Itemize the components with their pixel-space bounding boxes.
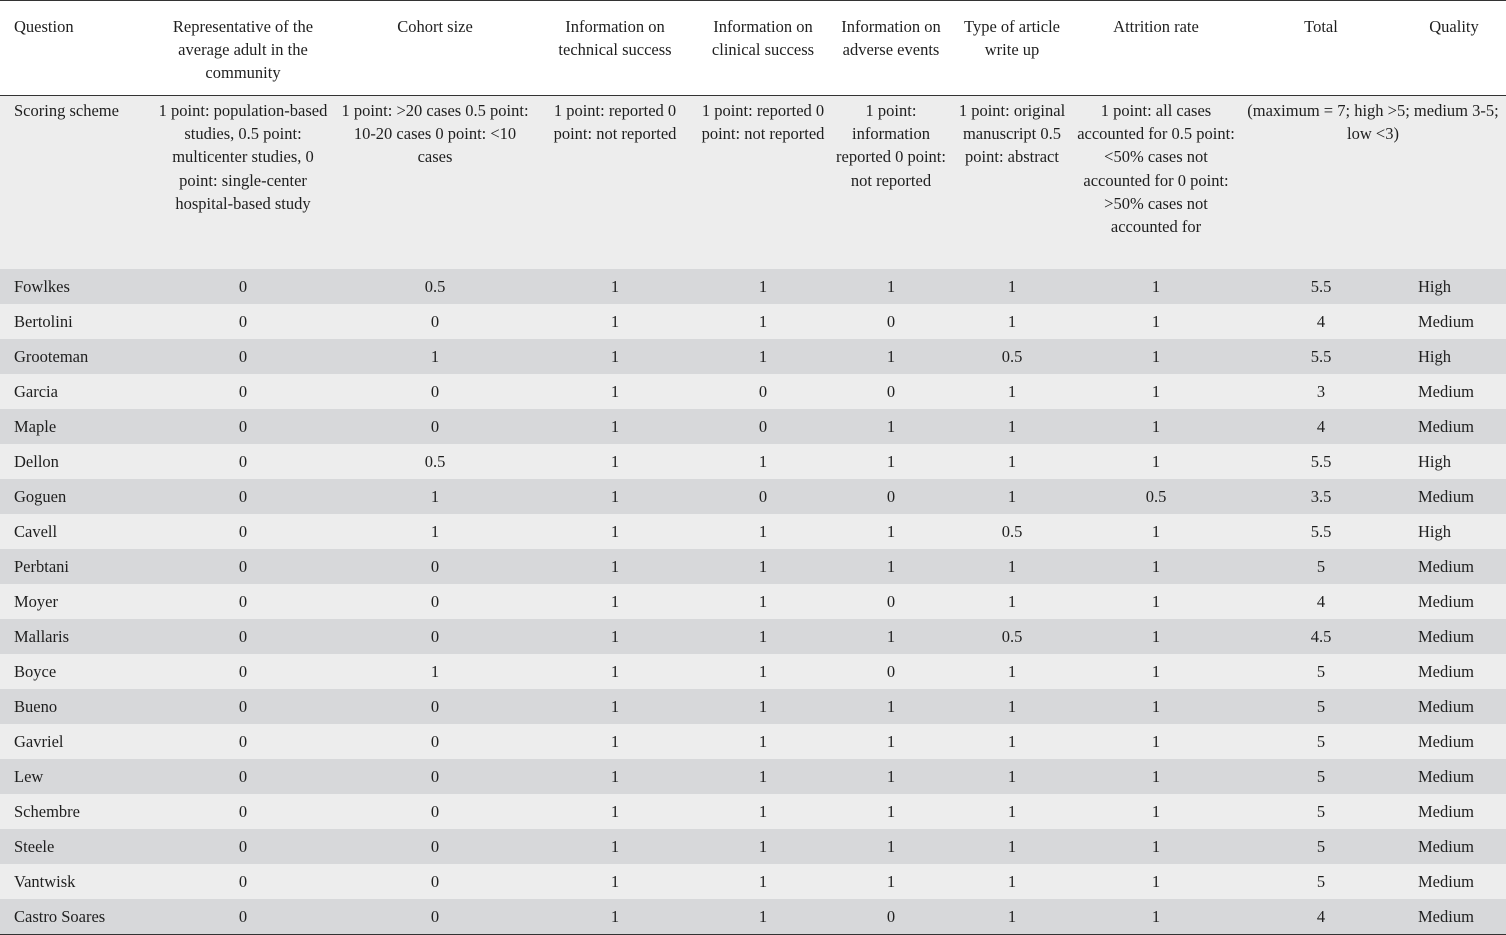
header-quality: Quality xyxy=(1402,1,1506,96)
cell-adverse-events: 1 xyxy=(830,514,952,549)
cell-cohort-size: 0 xyxy=(336,794,534,829)
cell-adverse-events: 0 xyxy=(830,374,952,409)
cell-adverse-events: 1 xyxy=(830,549,952,584)
cell-cohort-size: 1 xyxy=(336,339,534,374)
cell-article-type: 1 xyxy=(952,829,1072,864)
cell-article-type: 0.5 xyxy=(952,619,1072,654)
cell-article-type: 0.5 xyxy=(952,339,1072,374)
cell-representative: 0 xyxy=(150,339,336,374)
cell-adverse-events: 0 xyxy=(830,479,952,514)
cell-clinical-success: 1 xyxy=(696,619,830,654)
cell-attrition-rate: 0.5 xyxy=(1072,479,1240,514)
cell-representative: 0 xyxy=(150,584,336,619)
cell-attrition-rate: 1 xyxy=(1072,654,1240,689)
cell-technical-success: 1 xyxy=(534,514,696,549)
cell-technical-success: 1 xyxy=(534,689,696,724)
cell-cohort-size: 0 xyxy=(336,619,534,654)
table-row xyxy=(0,549,1506,584)
cell-representative: 0 xyxy=(150,724,336,759)
cell-study-name: Bueno xyxy=(0,689,150,724)
cell-cohort-size: 0 xyxy=(336,584,534,619)
cell-technical-success: 1 xyxy=(534,899,696,935)
cell-total: 5 xyxy=(1240,724,1402,759)
cell-cohort-size: 0 xyxy=(336,374,534,409)
table-row xyxy=(0,794,1506,829)
cell-quality: Medium xyxy=(1402,899,1506,935)
cell-adverse-events: 1 xyxy=(830,269,952,304)
cell-representative: 0 xyxy=(150,304,336,339)
header-article-type: Type of article write up xyxy=(952,1,1072,96)
cell-cohort-size: 0 xyxy=(336,549,534,584)
scheme-representative: 1 point: population-based studies, 0.5 point: multicenter studies, 0 point: single-center hospital-based study xyxy=(150,96,336,270)
cell-technical-success: 1 xyxy=(534,724,696,759)
cell-cohort-size: 1 xyxy=(336,479,534,514)
cell-study-name: Garcia xyxy=(0,374,150,409)
cell-article-type: 1 xyxy=(952,269,1072,304)
cell-attrition-rate: 1 xyxy=(1072,444,1240,479)
cell-cohort-size: 0.5 xyxy=(336,444,534,479)
cell-total: 4.5 xyxy=(1240,619,1402,654)
table-row xyxy=(0,339,1506,374)
cell-attrition-rate: 1 xyxy=(1072,269,1240,304)
scheme-clinical-success: 1 point: reported 0 point: not reported xyxy=(696,96,830,270)
table-row xyxy=(0,584,1506,619)
cell-study-name: Cavell xyxy=(0,514,150,549)
cell-total: 4 xyxy=(1240,304,1402,339)
cell-total: 5 xyxy=(1240,794,1402,829)
cell-technical-success: 1 xyxy=(534,339,696,374)
cell-representative: 0 xyxy=(150,654,336,689)
header-attrition-rate: Attrition rate xyxy=(1072,1,1240,96)
cell-adverse-events: 1 xyxy=(830,444,952,479)
cell-representative: 0 xyxy=(150,444,336,479)
cell-adverse-events: 0 xyxy=(830,654,952,689)
cell-cohort-size: 0 xyxy=(336,899,534,935)
cell-clinical-success: 0 xyxy=(696,374,830,409)
cell-adverse-events: 0 xyxy=(830,584,952,619)
cell-cohort-size: 0 xyxy=(336,689,534,724)
cell-quality: Medium xyxy=(1402,829,1506,864)
cell-clinical-success: 0 xyxy=(696,409,830,444)
cell-quality: Medium xyxy=(1402,479,1506,514)
cell-technical-success: 1 xyxy=(534,864,696,899)
cell-adverse-events: 0 xyxy=(830,304,952,339)
cell-technical-success: 1 xyxy=(534,269,696,304)
cell-total: 5.5 xyxy=(1240,514,1402,549)
cell-adverse-events: 1 xyxy=(830,724,952,759)
cell-representative: 0 xyxy=(150,549,336,584)
scheme-label: Scoring scheme xyxy=(0,96,150,270)
scheme-cohort-size: 1 point: >20 cases 0.5 point: 10-20 cases 0 point: <10 cases xyxy=(336,96,534,270)
cell-total: 5 xyxy=(1240,689,1402,724)
cell-cohort-size: 0 xyxy=(336,304,534,339)
cell-attrition-rate: 1 xyxy=(1072,899,1240,935)
cell-article-type: 1 xyxy=(952,444,1072,479)
cell-total: 5 xyxy=(1240,759,1402,794)
cell-representative: 0 xyxy=(150,829,336,864)
cell-total: 5 xyxy=(1240,864,1402,899)
header-representative: Representative of the average adult in the community xyxy=(150,1,336,96)
cell-study-name: Castro Soares xyxy=(0,899,150,935)
cell-clinical-success: 1 xyxy=(696,724,830,759)
cell-quality: Medium xyxy=(1402,794,1506,829)
cell-study-name: Dellon xyxy=(0,444,150,479)
cell-study-name: Mallaris xyxy=(0,619,150,654)
table-row xyxy=(0,654,1506,689)
cell-study-name: Vantwisk xyxy=(0,864,150,899)
header-total: Total xyxy=(1240,1,1402,96)
scheme-total-quality: (maximum = 7; high >5; medium 3-5; low <3) xyxy=(1240,96,1506,270)
table-row xyxy=(0,829,1506,864)
cell-attrition-rate: 1 xyxy=(1072,304,1240,339)
cell-adverse-events: 1 xyxy=(830,829,952,864)
cell-clinical-success: 1 xyxy=(696,514,830,549)
cell-total: 3 xyxy=(1240,374,1402,409)
cell-attrition-rate: 1 xyxy=(1072,514,1240,549)
scoring-scheme-row xyxy=(0,96,1506,270)
cell-attrition-rate: 1 xyxy=(1072,409,1240,444)
cell-study-name: Maple xyxy=(0,409,150,444)
cell-article-type: 1 xyxy=(952,689,1072,724)
cell-clinical-success: 1 xyxy=(696,654,830,689)
cell-attrition-rate: 1 xyxy=(1072,689,1240,724)
header-technical-success: Information on technical success xyxy=(534,1,696,96)
cell-technical-success: 1 xyxy=(534,619,696,654)
cell-attrition-rate: 1 xyxy=(1072,794,1240,829)
cell-quality: Medium xyxy=(1402,619,1506,654)
cell-quality: Medium xyxy=(1402,759,1506,794)
cell-technical-success: 1 xyxy=(534,444,696,479)
table-row xyxy=(0,409,1506,444)
cell-study-name: Schembre xyxy=(0,794,150,829)
cell-clinical-success: 1 xyxy=(696,759,830,794)
table-row xyxy=(0,689,1506,724)
cell-article-type: 0.5 xyxy=(952,514,1072,549)
cell-study-name: Goguen xyxy=(0,479,150,514)
cell-clinical-success: 1 xyxy=(696,829,830,864)
cell-cohort-size: 0.5 xyxy=(336,269,534,304)
cell-cohort-size: 0 xyxy=(336,759,534,794)
cell-clinical-success: 1 xyxy=(696,864,830,899)
cell-article-type: 1 xyxy=(952,409,1072,444)
cell-technical-success: 1 xyxy=(534,654,696,689)
cell-representative: 0 xyxy=(150,514,336,549)
scheme-attrition-rate: 1 point: all cases accounted for 0.5 point: <50% cases not accounted for 0 point: >50% cases not accounted for xyxy=(1072,96,1240,270)
cell-technical-success: 1 xyxy=(534,304,696,339)
cell-quality: High xyxy=(1402,444,1506,479)
cell-adverse-events: 1 xyxy=(830,409,952,444)
cell-technical-success: 1 xyxy=(534,829,696,864)
table-row xyxy=(0,269,1506,304)
cell-clinical-success: 1 xyxy=(696,689,830,724)
cell-total: 5.5 xyxy=(1240,339,1402,374)
cell-article-type: 1 xyxy=(952,584,1072,619)
cell-article-type: 1 xyxy=(952,864,1072,899)
cell-study-name: Perbtani xyxy=(0,549,150,584)
table-row xyxy=(0,374,1506,409)
cell-total: 5.5 xyxy=(1240,444,1402,479)
cell-representative: 0 xyxy=(150,269,336,304)
cell-clinical-success: 1 xyxy=(696,339,830,374)
cell-quality: High xyxy=(1402,339,1506,374)
table-row xyxy=(0,514,1506,549)
cell-study-name: Boyce xyxy=(0,654,150,689)
cell-total: 5.5 xyxy=(1240,269,1402,304)
cell-study-name: Lew xyxy=(0,759,150,794)
cell-article-type: 1 xyxy=(952,549,1072,584)
cell-representative: 0 xyxy=(150,899,336,935)
cell-attrition-rate: 1 xyxy=(1072,864,1240,899)
cell-technical-success: 1 xyxy=(534,794,696,829)
table-row xyxy=(0,724,1506,759)
cell-cohort-size: 0 xyxy=(336,864,534,899)
cell-technical-success: 1 xyxy=(534,584,696,619)
cell-quality: Medium xyxy=(1402,549,1506,584)
cell-adverse-events: 1 xyxy=(830,794,952,829)
cell-technical-success: 1 xyxy=(534,409,696,444)
header-clinical-success: Information on clinical success xyxy=(696,1,830,96)
cell-cohort-size: 1 xyxy=(336,654,534,689)
cell-attrition-rate: 1 xyxy=(1072,374,1240,409)
cell-clinical-success: 1 xyxy=(696,269,830,304)
cell-total: 4 xyxy=(1240,899,1402,935)
cell-adverse-events: 1 xyxy=(830,339,952,374)
cell-study-name: Moyer xyxy=(0,584,150,619)
cell-clinical-success: 1 xyxy=(696,444,830,479)
cell-attrition-rate: 1 xyxy=(1072,724,1240,759)
cell-quality: Medium xyxy=(1402,584,1506,619)
cell-study-name: Bertolini xyxy=(0,304,150,339)
cell-clinical-success: 1 xyxy=(696,549,830,584)
cell-representative: 0 xyxy=(150,689,336,724)
cell-attrition-rate: 1 xyxy=(1072,759,1240,794)
cell-attrition-rate: 1 xyxy=(1072,549,1240,584)
cell-quality: Medium xyxy=(1402,409,1506,444)
cell-representative: 0 xyxy=(150,619,336,654)
cell-study-name: Fowlkes xyxy=(0,269,150,304)
cell-total: 5 xyxy=(1240,549,1402,584)
cell-quality: Medium xyxy=(1402,374,1506,409)
scheme-technical-success: 1 point: reported 0 point: not reported xyxy=(534,96,696,270)
table-row xyxy=(0,444,1506,479)
cell-technical-success: 1 xyxy=(534,479,696,514)
cell-adverse-events: 1 xyxy=(830,864,952,899)
cell-cohort-size: 0 xyxy=(336,724,534,759)
cell-technical-success: 1 xyxy=(534,759,696,794)
table-row xyxy=(0,619,1506,654)
cell-representative: 0 xyxy=(150,374,336,409)
header-adverse-events: Information on adverse events xyxy=(830,1,952,96)
cell-total: 5 xyxy=(1240,654,1402,689)
cell-study-name: Steele xyxy=(0,829,150,864)
cell-cohort-size: 1 xyxy=(336,514,534,549)
cell-article-type: 1 xyxy=(952,479,1072,514)
cell-quality: High xyxy=(1402,269,1506,304)
cell-cohort-size: 0 xyxy=(336,409,534,444)
scheme-article-type: 1 point: original manuscript 0.5 point: abstract xyxy=(952,96,1072,270)
table-row xyxy=(0,899,1506,935)
cell-clinical-success: 1 xyxy=(696,584,830,619)
table-row xyxy=(0,479,1506,514)
cell-study-name: Gavriel xyxy=(0,724,150,759)
cell-article-type: 1 xyxy=(952,304,1072,339)
scheme-adverse-events: 1 point: information reported 0 point: not reported xyxy=(830,96,952,270)
header-question: Question xyxy=(0,1,150,96)
cell-total: 4 xyxy=(1240,409,1402,444)
cell-representative: 0 xyxy=(150,864,336,899)
cell-clinical-success: 0 xyxy=(696,479,830,514)
table-row xyxy=(0,864,1506,899)
cell-clinical-success: 1 xyxy=(696,899,830,935)
cell-article-type: 1 xyxy=(952,759,1072,794)
table-row xyxy=(0,759,1506,794)
cell-article-type: 1 xyxy=(952,724,1072,759)
cell-article-type: 1 xyxy=(952,654,1072,689)
cell-attrition-rate: 1 xyxy=(1072,829,1240,864)
cell-total: 3.5 xyxy=(1240,479,1402,514)
header-row xyxy=(0,1,1506,96)
cell-total: 5 xyxy=(1240,829,1402,864)
cell-technical-success: 1 xyxy=(534,374,696,409)
cell-adverse-events: 1 xyxy=(830,689,952,724)
cell-quality: Medium xyxy=(1402,689,1506,724)
cell-representative: 0 xyxy=(150,794,336,829)
cell-cohort-size: 0 xyxy=(336,829,534,864)
cell-technical-success: 1 xyxy=(534,549,696,584)
cell-adverse-events: 1 xyxy=(830,619,952,654)
cell-clinical-success: 1 xyxy=(696,304,830,339)
cell-representative: 0 xyxy=(150,409,336,444)
cell-attrition-rate: 1 xyxy=(1072,339,1240,374)
cell-attrition-rate: 1 xyxy=(1072,584,1240,619)
cell-quality: Medium xyxy=(1402,864,1506,899)
cell-quality: High xyxy=(1402,514,1506,549)
study-rows xyxy=(0,269,1506,935)
header-cohort-size: Cohort size xyxy=(336,1,534,96)
cell-study-name: Grooteman xyxy=(0,339,150,374)
cell-attrition-rate: 1 xyxy=(1072,619,1240,654)
cell-adverse-events: 0 xyxy=(830,899,952,935)
cell-quality: Medium xyxy=(1402,654,1506,689)
cell-representative: 0 xyxy=(150,759,336,794)
cell-clinical-success: 1 xyxy=(696,794,830,829)
cell-adverse-events: 1 xyxy=(830,759,952,794)
cell-article-type: 1 xyxy=(952,374,1072,409)
cell-quality: Medium xyxy=(1402,304,1506,339)
cell-article-type: 1 xyxy=(952,794,1072,829)
cell-representative: 0 xyxy=(150,479,336,514)
cell-quality: Medium xyxy=(1402,724,1506,759)
cell-article-type: 1 xyxy=(952,899,1072,935)
table-row xyxy=(0,304,1506,339)
cell-total: 4 xyxy=(1240,584,1402,619)
